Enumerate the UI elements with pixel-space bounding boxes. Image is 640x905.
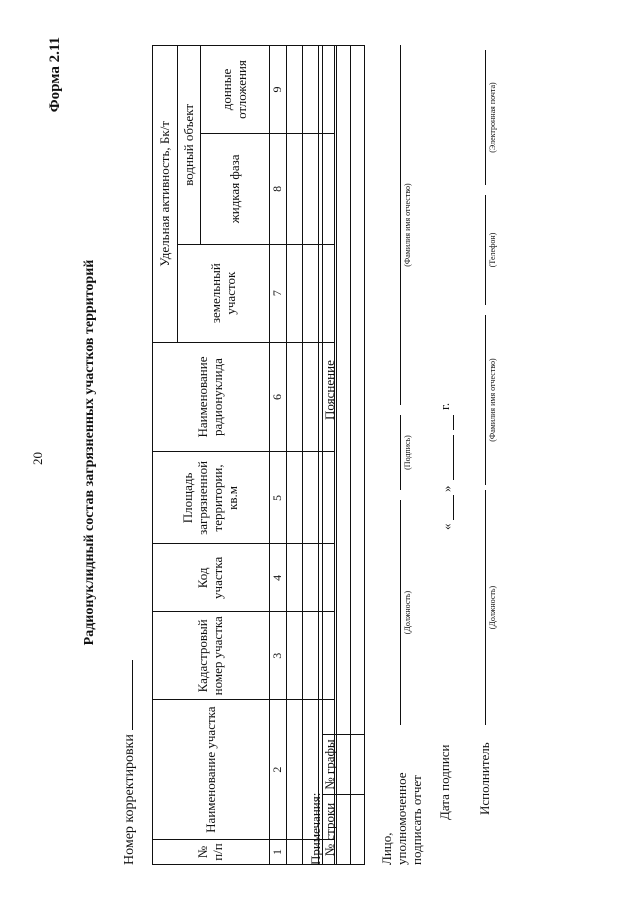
header-bottom-sediments: донные отложения bbox=[201, 46, 270, 134]
header-number: № п/п bbox=[153, 840, 270, 865]
date-open-quote: « bbox=[439, 523, 454, 530]
executor-position-caption: (Должность) bbox=[488, 585, 497, 630]
table-row bbox=[303, 46, 319, 865]
header-area: Площадь загрязненной территории, кв.м bbox=[153, 452, 270, 544]
executor-fullname-line bbox=[485, 315, 486, 485]
fullname-line bbox=[400, 45, 401, 405]
table-cell bbox=[287, 840, 303, 865]
table-cell bbox=[337, 46, 351, 735]
header-liquid-phase: жидкая фаза bbox=[201, 134, 270, 245]
authorized-person-label: Лицо, уполномоченное подписать отчет bbox=[379, 772, 424, 865]
form-label: Форма 2.11 bbox=[47, 37, 63, 113]
table-cell bbox=[351, 735, 365, 795]
executor-label: Исполнитель bbox=[477, 742, 492, 815]
phone-caption: (Телефон) bbox=[488, 232, 497, 268]
date-year-line bbox=[453, 415, 454, 430]
email-line bbox=[485, 50, 486, 185]
table-cell bbox=[287, 612, 303, 700]
table-cell bbox=[303, 244, 319, 342]
table-cell bbox=[303, 134, 319, 245]
date-label: Дата подписи bbox=[437, 744, 452, 820]
date-year-label: г. bbox=[437, 402, 452, 410]
correction-number bbox=[120, 660, 138, 865]
signature-caption: (Подпись) bbox=[403, 435, 412, 470]
table-cell bbox=[303, 342, 319, 452]
header-specific-activity: Удельная активность, Бк/т bbox=[153, 46, 178, 343]
notes-table bbox=[322, 45, 365, 865]
email-caption: (Электронная почта) bbox=[488, 82, 497, 153]
table-cell bbox=[351, 795, 365, 865]
column-number: 5 bbox=[270, 452, 287, 544]
column-number: 4 bbox=[270, 544, 287, 612]
executor-fullname-caption: (Фамилия имя отчество) bbox=[488, 358, 497, 442]
notes-header-explanation: Пояснение bbox=[323, 46, 337, 735]
column-number: 3 bbox=[270, 612, 287, 700]
header-site-name: Наименование участка bbox=[153, 700, 270, 840]
executor-position-line bbox=[485, 490, 486, 725]
column-number: 9 bbox=[270, 46, 287, 134]
table-row bbox=[287, 46, 303, 865]
table-cell bbox=[287, 700, 303, 840]
table-cell bbox=[337, 795, 351, 865]
notes-header-column: № графы bbox=[323, 735, 337, 795]
table-cell bbox=[351, 46, 365, 735]
table-cell bbox=[287, 452, 303, 544]
column-number: 7 bbox=[270, 244, 287, 342]
header-cadastral-number: Кадастровый номер участка bbox=[153, 612, 270, 700]
header-site-code: Код участка bbox=[153, 544, 270, 612]
position-caption: (Должность) bbox=[403, 590, 412, 635]
table-cell bbox=[287, 244, 303, 342]
header-radionuclide: Наименование радионуклида bbox=[153, 342, 270, 452]
table-cell bbox=[337, 735, 351, 795]
notes-header-row: № строки bbox=[323, 795, 337, 865]
position-line bbox=[400, 500, 401, 725]
column-number: 6 bbox=[270, 342, 287, 452]
phone-line bbox=[485, 195, 486, 305]
column-number-row bbox=[270, 46, 287, 865]
header-land-plot: земельный участок bbox=[178, 244, 270, 342]
table-cell bbox=[303, 46, 319, 134]
column-number: 8 bbox=[270, 134, 287, 245]
column-number: 1 bbox=[270, 840, 287, 865]
page-number: 20 bbox=[30, 452, 45, 465]
column-number: 2 bbox=[270, 700, 287, 840]
table-cell bbox=[287, 46, 303, 134]
date-day-line bbox=[453, 495, 454, 520]
correction-label: Номер корректировки bbox=[122, 734, 137, 865]
table-cell bbox=[303, 544, 319, 612]
table-cell bbox=[287, 342, 303, 452]
date-close-quote: » bbox=[439, 485, 454, 492]
table-row bbox=[351, 46, 365, 865]
table-cell bbox=[303, 612, 319, 700]
header-water-body: водный объект bbox=[178, 46, 201, 245]
document-title: Радионуклидный состав загрязненных участков территорий bbox=[82, 259, 97, 646]
table-cell bbox=[287, 134, 303, 245]
radionuclide-table bbox=[152, 45, 335, 865]
correction-line bbox=[120, 660, 133, 730]
fullname-caption: (Фамилия имя отчество) bbox=[403, 183, 412, 267]
table-cell bbox=[287, 544, 303, 612]
table-cell bbox=[303, 452, 319, 544]
date-month-line bbox=[453, 435, 454, 480]
table-row bbox=[337, 46, 351, 865]
notes-label: Примечания: bbox=[308, 792, 323, 865]
signature-line bbox=[400, 415, 401, 490]
